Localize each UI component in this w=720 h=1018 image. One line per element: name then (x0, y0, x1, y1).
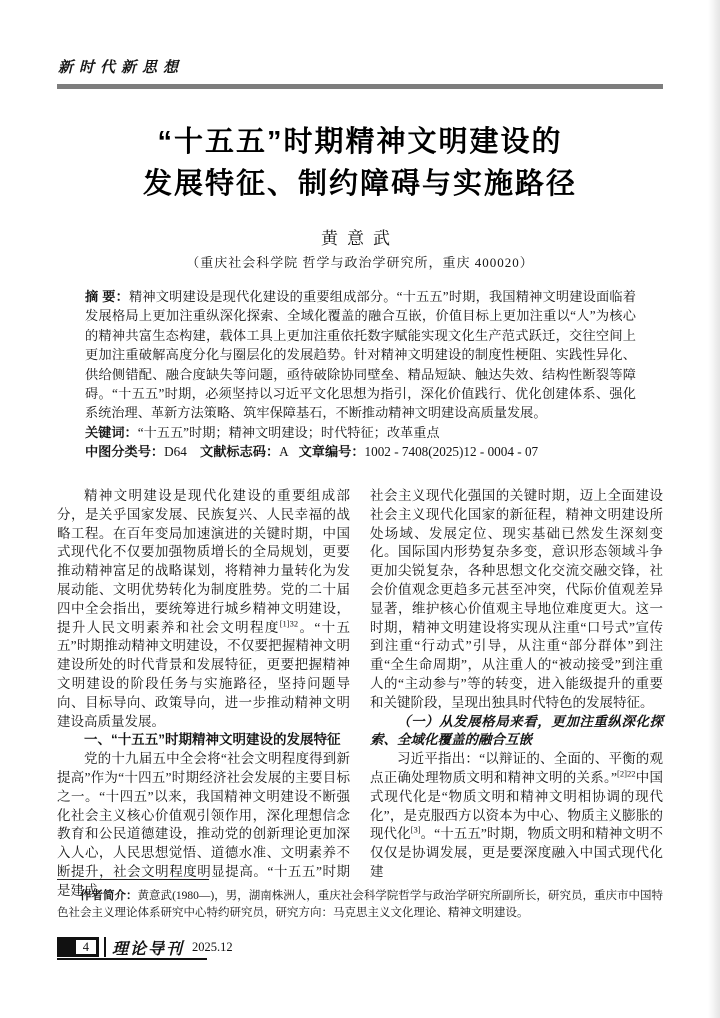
paragraph (370, 750, 663, 882)
abstract-label: 摘 要： (85, 289, 129, 304)
keywords-line (85, 423, 636, 442)
author-bio-text: 黄意武(1980—)，男，湖南株洲人，重庆社会科学院哲学与政治学研究所副所长，研究员，重庆市中国特色社会主义理论体系研究中心特约研究员，研究方向：马克思主义文化理论、精神文明建设。 (57, 890, 664, 919)
running-head-column-label: 新时代新思想 (58, 58, 185, 76)
page-number: 4 (76, 940, 96, 954)
footer-divider-bar (104, 937, 106, 957)
paragraph-text: 精神文明建设是现代化建设的重要组成部分，是关乎国家发展、民族复兴、人民幸福的战略工程。在百年变局加速演进的关键时期，中国式现代化不仅要加强物质增长的全局规划，更要推动精神富足的战略谋划，将精神力量转化为发展动能、文明优势转化为制度胜势。党的二十届四中全会指出，要统筹进行城乡精神文明建设，提升人民文明素养和社会文明程度 (57, 488, 350, 635)
page-footer (57, 936, 233, 958)
article-title-line2: 发展特征、制约障碍与实施路径 (142, 168, 577, 200)
citation-superscript: [1]32 (279, 618, 299, 629)
author-affiliation: （重庆社会科学院 哲学与政治学研究所，重庆 400020） (186, 255, 534, 270)
abstract-block (85, 287, 636, 462)
paragraph-continuation: 社会主义现代化强国的关键时期，迈上全面建设社会主义现代化国家的新征程，精神文明建设所处场域、发展定位、现实基础已然发生深刻变化。国际国内形势复杂多变，意识形态领域斗争更加尖锐复杂，各种思想文化交流交融交锋，社会价值观念更趋多元甚至冲突，代际价值观差异显著，维护核心价值观主导地位难度更大。这一时期，精神文明建设将实现从注重“口号式”宣传到注重“行动式”引导，从注重“部分群体”到注重“全生命周期”，从注重人的“被动接受”到注重人的“主动参与”等的转变，进入能级提升的重要和关键阶段，呈现出独具时代特色的发展特征。 (370, 488, 663, 710)
journal-issue: 2025.12 (192, 939, 233, 954)
article-title (0, 121, 720, 205)
meta-line (85, 442, 636, 461)
author-name: 黄意武 (321, 229, 399, 248)
journal-name-logo: 理论导刊 (112, 938, 185, 958)
doc-code-value: A (279, 444, 289, 460)
keywords-text: “十五五”时期；精神文明建设；时代特征；改革重点 (137, 424, 440, 440)
citation-superscript: [3] (410, 824, 421, 835)
keywords-label: 关键词： (85, 424, 138, 440)
article-id-value: 1002 - 7408(2025)12 - 0004 - 07 (364, 444, 539, 460)
footnote-separator-rule (57, 879, 209, 880)
clc-label: 中图分类号： (85, 444, 165, 460)
body-column-left (57, 487, 350, 901)
article-id-label: 文章编号： (298, 444, 365, 460)
author-bio-label: 作者简介： (80, 890, 138, 902)
paragraph (57, 487, 350, 731)
body-column-right (370, 487, 663, 882)
paragraph: 党的十九届五中全会将“社会文明程度得到新提高”作为“十四五”时期经济社会发展的主要目标之一。“十四五”以来，我国精神文明建设不断强化社会主义核心价值观引领作用，深化理想信念教育和公民道德建设，推动党的创新理论更加深入人心，人民思想觉悟、道德水准、文明素养不断提升，社会文明程度明显提高。“十五五”时期是建成 (57, 751, 350, 898)
abstract-paragraph (85, 287, 636, 423)
doc-code-label: 文献标志码： (200, 444, 280, 460)
header-rule (57, 84, 663, 89)
sub-heading-1-1: （一）从发展格局来看，更加注重纵深化探索、全域化覆盖的融合互嵌 (370, 713, 663, 749)
footer-rule (57, 958, 207, 960)
paragraph-text: 中国式现代化是“物质文明和精神文明相协调的现代化”，是克服西方以资本为中心、物质主义膨胀的现代化 (370, 769, 664, 842)
citation-superscript: [2]22 (617, 768, 636, 779)
abstract-text: 精神文明建设是现代化建设的重要组成部分。“十五五”时期，我国精神文明建设面临着发展格局上更加注重纵深化探索、全域化覆盖的融合互嵌，价值目标上更加注重以“人”为核心的精神共富生态构建，载体工具上更加注重依托数字赋能实现文化生产范式跃迁，交往空间上更加注重破解高度分化与圈层化的发展趋势。针对精神文明建设的制度性梗阻、实践性异化、供给侧错配、融合度缺失等问题，亟待破除协同壁垒、精品短缺、触达失效、结构性断裂等障碍。“十五五”时期，必须坚持以习近平文化思想为指引，深化价值践行、优化创建体系、强化系统治理、革新方法策略、筑牢保障基石，不断推动精神文明建设高质量发展。 (85, 289, 636, 421)
paragraph-text: 习近平指出：“以辩证的、全面的、平衡的观点正确处理物质文明和精神文明的关系。” (370, 751, 663, 785)
author-bio-footnote (57, 888, 663, 921)
paragraph-text: 。“十五五”时期，物质文明和精神文明不仅仅是协调发展，更是要深度融入中国式现代化建 (370, 826, 664, 879)
clc-value: D64 (164, 444, 187, 460)
page-number-block (57, 937, 99, 957)
paragraph-text: 。“十五五”时期推动精神文明建设，不仅要把握精神文明建设所处的时代背景和发展特征，更要把握精神文明建设的阶段任务与实施路径，坚持问题导向、目标导向、政策导向，进一步推动精神文明建设高质量发展。 (57, 619, 351, 729)
article-title-line1: “十五五”时期精神文明建设的 (157, 126, 563, 158)
section-heading-1: 一、“十五五”时期精神文明建设的发展特征 (84, 732, 341, 748)
